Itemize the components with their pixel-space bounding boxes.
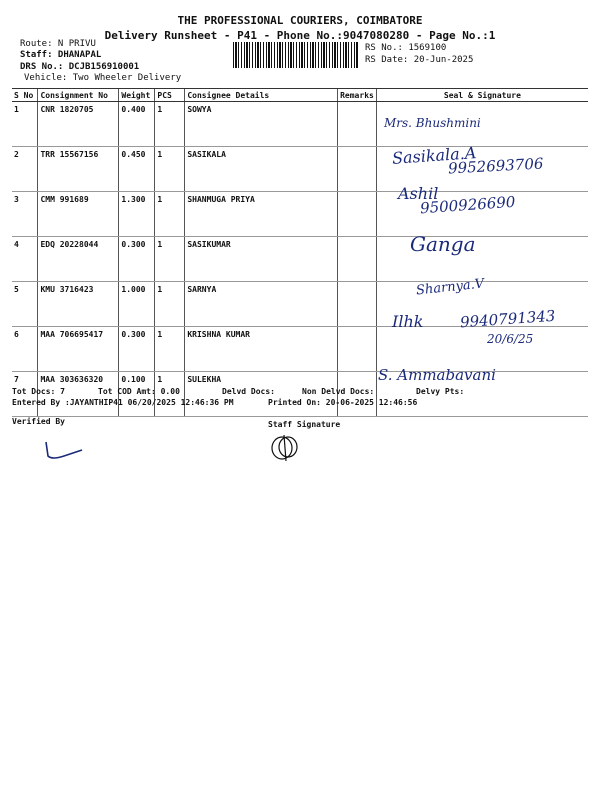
handwritten-signature: 9940791343	[459, 306, 556, 332]
consignee-cell: SULEKHA	[185, 372, 338, 417]
remarks-cell	[338, 147, 377, 192]
weight-cell: 0.450	[119, 147, 155, 192]
handwritten-signature: Ganga	[410, 232, 476, 256]
handwritten-signature: Ilhk	[392, 312, 424, 331]
route-label: Route: N PRIVU	[20, 39, 96, 49]
column-header: Seal & Signature	[376, 89, 588, 102]
weight-cell: 0.100	[119, 372, 155, 417]
total-cod-amount: Tot COD Amt: 0.00	[98, 387, 180, 396]
signature-cell	[376, 237, 588, 282]
column-header: Consignee Details	[185, 89, 338, 102]
remarks-cell	[338, 102, 377, 147]
handwritten-signature: Sharnya.V	[415, 276, 485, 299]
handwritten-signature: Sasikala.A	[391, 143, 477, 168]
pcs-cell: 1	[155, 237, 185, 282]
rs-date: RS Date: 20-Jun-2025	[365, 55, 474, 65]
remarks-cell	[338, 237, 377, 282]
weight-cell: 1.300	[119, 192, 155, 237]
table-row	[12, 102, 588, 147]
staff-signature-label: Staff Signature	[268, 420, 341, 429]
consignee-cell: SARNYA	[185, 282, 338, 327]
sno-cell: 7	[12, 372, 38, 417]
staff-label: Staff: DHANAPAL	[20, 50, 102, 60]
barcode-image	[233, 42, 358, 68]
sno-cell: 2	[12, 147, 38, 192]
drs-number: DRS No.: DCJB156910001	[20, 62, 140, 72]
column-header: Weight	[119, 89, 155, 102]
runsheet-subtitle: Delivery Runsheet - P41 - Phone No.:9047080280 - Page No.:1	[104, 29, 496, 42]
consignment-cell: MAA 706695417	[38, 327, 119, 372]
remarks-cell	[338, 282, 377, 327]
vehicle-label: Vehicle: Two Wheeler Delivery	[24, 73, 182, 83]
pcs-cell: 1	[155, 147, 185, 192]
consignment-cell: MAA 303636320	[38, 372, 119, 417]
pcs-cell: 1	[155, 282, 185, 327]
consignment-cell: CNR 1820705	[38, 102, 119, 147]
printed-on: Printed On: 20-06-2025 12:46:56	[268, 398, 418, 407]
staff-signature-mark	[268, 432, 304, 464]
handwritten-signature: Ashil	[398, 184, 439, 203]
consignment-cell: KMU 3716423	[38, 282, 119, 327]
table-header-row	[12, 89, 588, 102]
handwritten-signature: Mrs. Bhushmini	[384, 116, 481, 130]
sno-cell: 1	[12, 102, 38, 147]
consignee-cell: KRISHNA KUMAR	[185, 327, 338, 372]
pcs-cell: 1	[155, 327, 185, 372]
document-title: THE PROFESSIONAL COURIERS, COIMBATORE	[177, 14, 423, 27]
weight-cell: 0.300	[119, 237, 155, 282]
table-row	[12, 237, 588, 282]
pcs-cell: 1	[155, 192, 185, 237]
remarks-cell	[338, 327, 377, 372]
remarks-cell	[338, 192, 377, 237]
column-header: S No	[12, 89, 38, 102]
consignment-cell: CMM 991689	[38, 192, 119, 237]
delivered-docs: Delvd Docs:	[222, 387, 275, 396]
handwritten-signature: 9952693706	[447, 154, 544, 178]
total-docs: Tot Docs: 7	[12, 387, 65, 396]
verifier-signature-mark	[38, 438, 88, 464]
consignee-cell: SASIKUMAR	[185, 237, 338, 282]
pcs-cell: 1	[155, 102, 185, 147]
column-header: Consignment No	[38, 89, 119, 102]
weight-cell: 0.300	[119, 327, 155, 372]
column-header: Remarks	[338, 89, 377, 102]
sno-cell: 4	[12, 237, 38, 282]
weight-cell: 0.400	[119, 102, 155, 147]
entered-by: Entered By :JAYANTHIP41 06/20/2025 12:46:36 PM	[12, 398, 234, 407]
consignee-cell: SHANMUGA PRIYA	[185, 192, 338, 237]
verified-by-label: Verified By	[12, 417, 65, 426]
sno-cell: 3	[12, 192, 38, 237]
delivery-points: Delvy Pts:	[416, 387, 465, 396]
non-delivered-docs: Non Delvd Docs:	[302, 387, 375, 396]
consignment-cell: EDQ 20228044	[38, 237, 119, 282]
consignee-cell: SOWYA	[185, 102, 338, 147]
handwritten-signature: 9500926690	[419, 192, 516, 218]
sno-cell: 6	[12, 327, 38, 372]
handwritten-signature: S. Ammabavani	[378, 366, 496, 384]
sno-cell: 5	[12, 282, 38, 327]
column-header: PCS	[155, 89, 185, 102]
handwritten-signature: 20/6/25	[487, 332, 534, 346]
consignment-cell: TRR 15567156	[38, 147, 119, 192]
consignee-cell: SASIKALA	[185, 147, 338, 192]
signature-cell	[376, 327, 588, 372]
pcs-cell: 1	[155, 372, 185, 417]
weight-cell: 1.000	[119, 282, 155, 327]
rs-number: RS No.: 1569100	[365, 43, 447, 53]
runsheet-table	[12, 88, 588, 417]
